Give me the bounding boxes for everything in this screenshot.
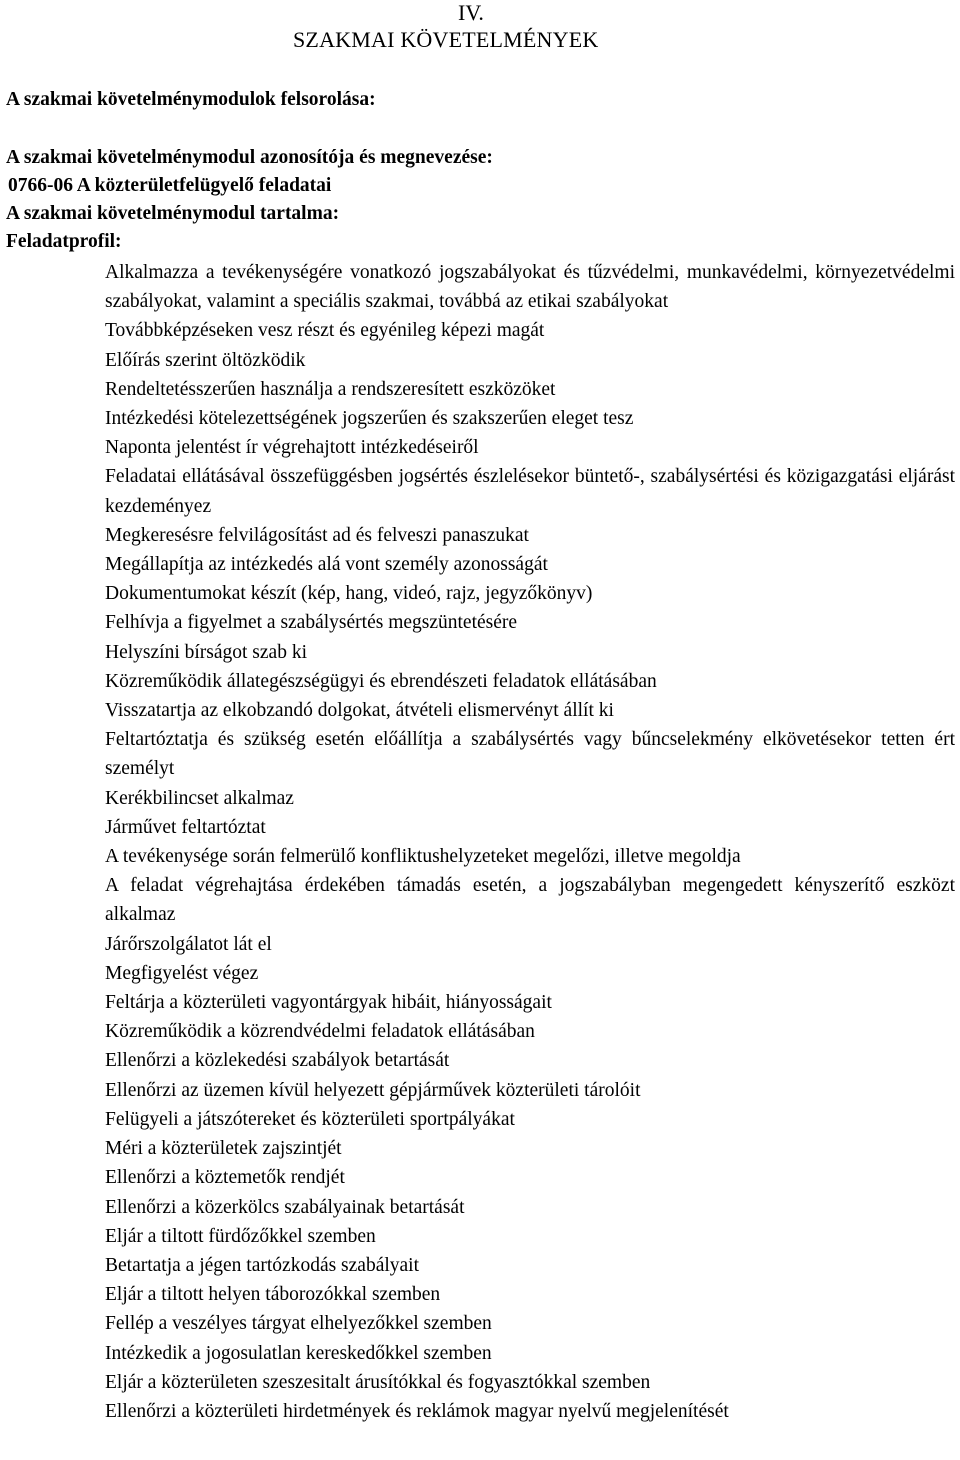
chapter-number: IV. [458, 0, 484, 25]
task-item: Kerékbilincset alkalmaz [105, 787, 294, 809]
task-item: Eljár a tiltott fürdőzőkkel szemben [105, 1225, 376, 1247]
task-item: Helyszíni bírságot szab ki [105, 641, 307, 663]
module-content-heading: A szakmai követelménymodul tartalma: [6, 203, 340, 224]
task-item: A feladat végrehajtása érdekében támadás esetén, a jogszabályban megengedett kényszerítő eszközt alkalmaz [105, 875, 955, 926]
modules-list-heading: A szakmai követelménymodulok felsorolása: [6, 89, 376, 110]
task-item: Ellenőrzi az üzemen kívül helyezett gépjárművek közterületi tárolóit [105, 1079, 641, 1101]
task-item: Ellenőrzi a közerkölcs szabályainak betartását [105, 1196, 465, 1218]
task-item: Dokumentumokat készít (kép, hang, videó, rajz, jegyzőkönyv) [105, 583, 593, 605]
task-item: Betartatja a jégen tartózkodás szabályait [105, 1254, 420, 1276]
task-item: Ellenőrzi a közlekedési szabályok betartását [105, 1050, 450, 1072]
task-profile-heading: Feladatprofil: [6, 231, 122, 252]
module-id-heading: A szakmai követelménymodul azonosítója és megnevezése: [6, 147, 493, 168]
task-list [105, 258, 955, 1426]
task-item: Továbbképzéseken vesz részt és egyénileg képezi magát [105, 320, 545, 342]
chapter-title: SZAKMAI KÖVETELMÉNYEK [293, 27, 599, 52]
task-item: Méri a közterületek zajszintjét [105, 1138, 342, 1160]
task-item: Közreműködik állategészségügyi és ebrendészeti feladatok ellátásában [105, 670, 657, 692]
task-item: Fellép a veszélyes tárgyat elhelyezőkkel szemben [105, 1313, 492, 1335]
task-item: Közreműködik a közrendvédelmi feladatok ellátásában [105, 1021, 535, 1043]
task-item: Felügyeli a játszótereket és közterületi sportpályákat [105, 1108, 515, 1130]
task-item: Intézkedési kötelezettségének jogszerűen és szakszerűen eleget tesz [105, 408, 634, 430]
task-item: Rendeltetésszerűen használja a rendszeresített eszközöket [105, 378, 556, 400]
task-item: Alkalmazza a tevékenységére vonatkozó jogszabályokat és tűzvédelmi, munkavédelmi, környezetvédelmi szabályokat, valamint a speciális szakmai, továbbá az etikai szabályokat [105, 262, 955, 313]
task-item: Naponta jelentést ír végrehajtott intézkedéseiről [105, 437, 479, 459]
task-item: A tevékenysége során felmerülő konfliktushelyzeteket megelőzi, illetve megoldja [105, 846, 741, 868]
task-item: Felhívja a figyelmet a szabálysértés megszüntetésére [105, 612, 518, 634]
task-item: Intézkedik a jogosulatlan kereskedőkkel szemben [105, 1342, 492, 1364]
task-item: Eljár a közterületen szeszesitalt árusítókkal és fogyasztókkal szemben [105, 1371, 651, 1393]
task-item: Visszatartja az elkobzandó dolgokat, átvételi elismervényt állít ki [105, 700, 614, 722]
task-item: Megfigyelést végez [105, 962, 259, 984]
module-id-value: 0766-06 A közterületfelügyelő feladatai [8, 175, 332, 196]
task-item: Eljár a tiltott helyen táborozókkal szemben [105, 1284, 441, 1306]
task-item: Ellenőrzi a köztemetők rendjét [105, 1167, 345, 1189]
task-item: Előírás szerint öltözködik [105, 349, 306, 371]
task-item: Megkeresésre felvilágosítást ad és felveszi panaszukat [105, 524, 529, 546]
task-item: Feltárja a közterületi vagyontárgyak hibáit, hiányosságait [105, 992, 552, 1014]
task-item: Járművet feltartóztat [105, 816, 266, 838]
task-item: Ellenőrzi a közterületi hirdetmények és reklámok magyar nyelvű megjelenítését [105, 1400, 729, 1422]
task-item: Feltartóztatja és szükség esetén előállítja a szabálysértés vagy bűncselekmény elkövetésekor tetten ért személyt [105, 729, 955, 780]
task-item: Megállapítja az intézkedés alá vont személy azonosságát [105, 554, 548, 576]
task-item: Járőrszolgálatot lát el [105, 933, 272, 955]
task-item: Feladatai ellátásával összefüggésben jogsértés észlelésekor büntető-, szabálysértési és közigazgatási eljárást kezdeményez [105, 466, 955, 517]
